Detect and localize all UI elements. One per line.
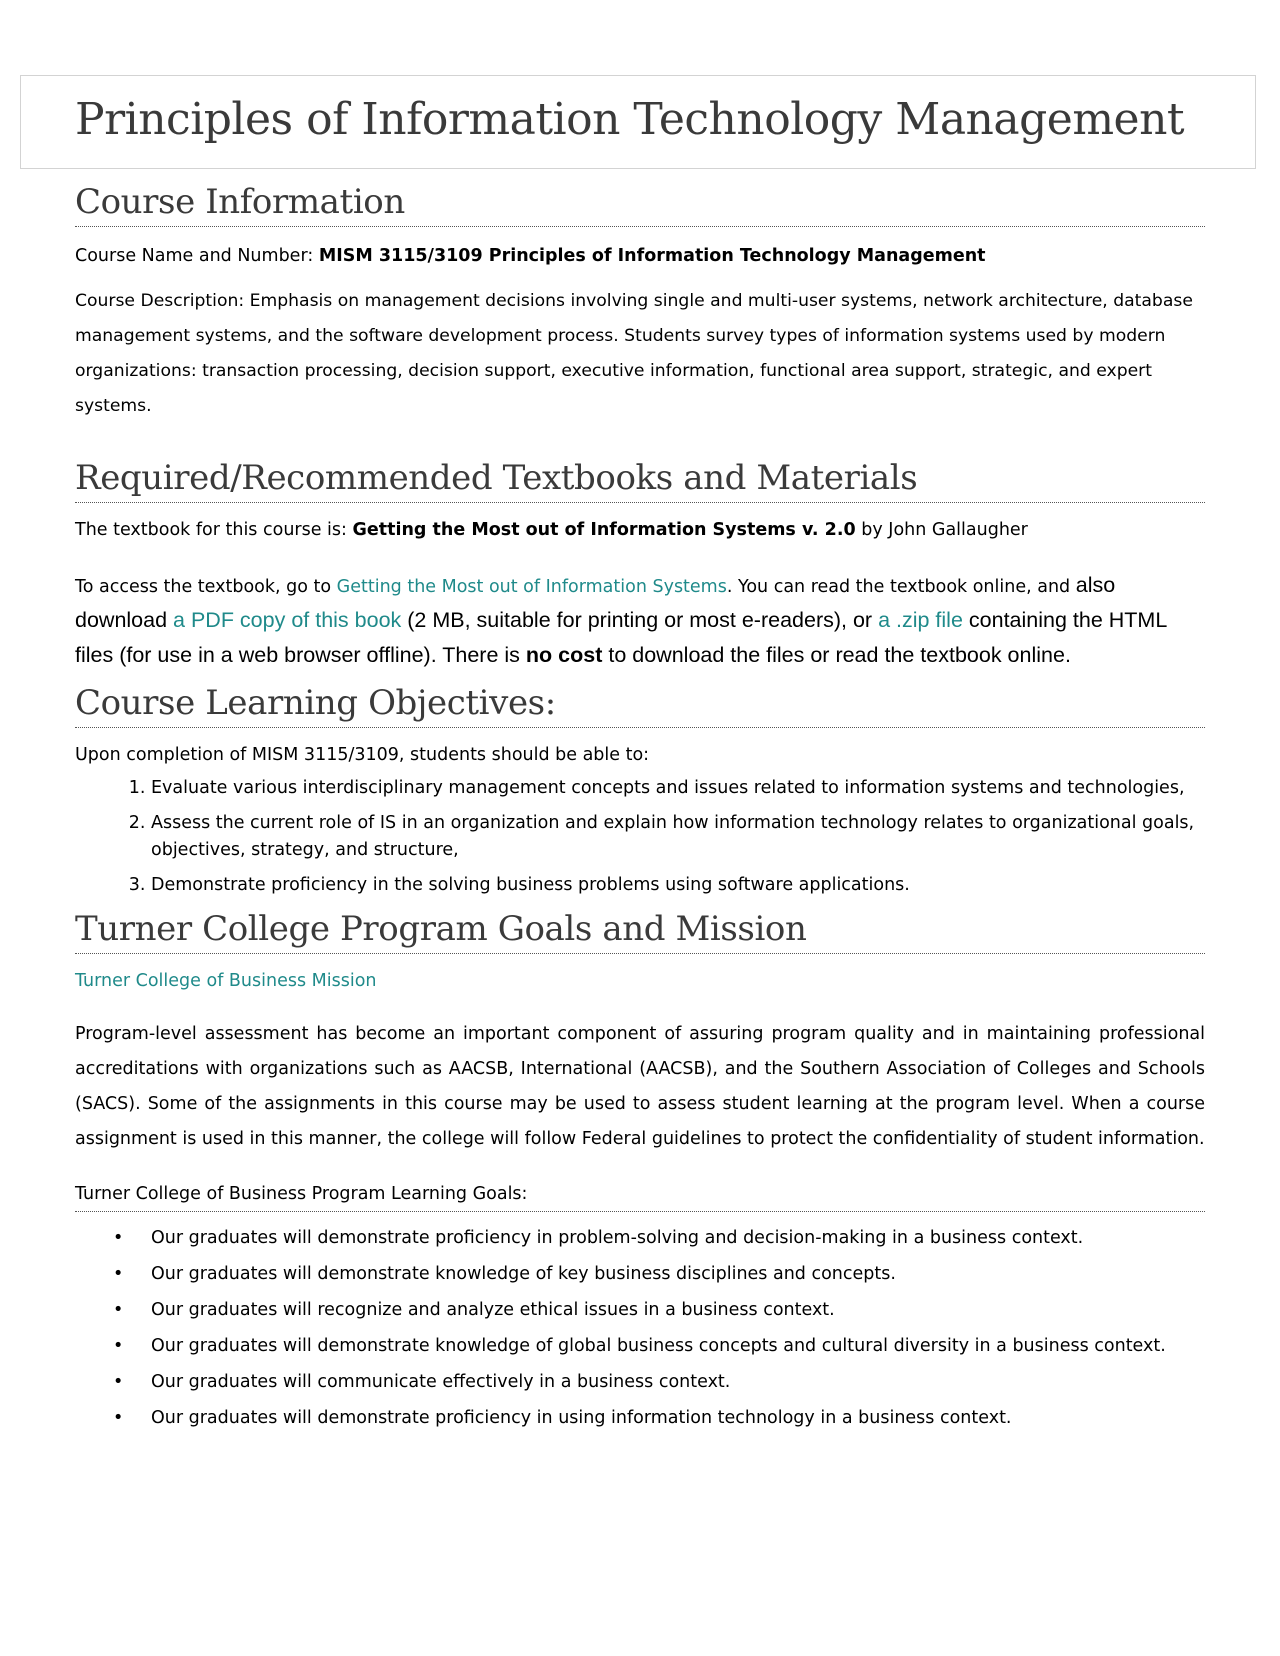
textbook-author: by John Gallaugher	[861, 520, 1028, 540]
learning-goals-heading: Turner College of Business Program Learning Goals:	[75, 1179, 1205, 1212]
access-suffix: . You can read the textbook online, and	[726, 577, 1071, 597]
objectives-list	[75, 775, 1205, 899]
document-body	[75, 182, 1205, 1436]
textbook-intro: The textbook for this course is:	[75, 520, 347, 540]
goal-text: Our graduates will communicate effectively in a business context.	[151, 1372, 731, 1392]
textbook-site-link[interactable]: Getting the Most out of Information Systems	[336, 577, 727, 597]
goal-text: Our graduates will demonstrate proficiency in using information technology in a business context.	[151, 1408, 1012, 1428]
goal-item	[113, 1292, 1205, 1328]
course-name-line	[75, 239, 1205, 274]
objective-item: 1. Evaluate various interdisciplinary management concepts and issues related to information systems and technologies,	[151, 775, 1205, 802]
objective-item: 2. Assess the current role of IS in an organization and explain how information technology relates to organizational goals, objectives, strategy, and structure,	[151, 810, 1205, 864]
textbook-line	[75, 513, 1205, 548]
download-word: download	[75, 608, 168, 632]
textbook-end-text: to download the files or read the textbook online.	[608, 643, 1071, 667]
bullet-icon: •	[113, 1372, 124, 1392]
access-also: also	[1075, 573, 1116, 597]
learning-goals-list	[75, 1220, 1205, 1436]
bullet-icon: •	[113, 1336, 124, 1356]
no-cost-text: no cost	[525, 643, 603, 667]
course-description-text: Emphasis on management decisions involving single and multi-user systems, network architecture, database management systems, and the software development process. Students survey types of information systems used by modern organizations: transaction processing, decision support, executive information, functional area support, strategic, and expert systems.	[75, 291, 1193, 416]
textbook-access-line-2	[75, 603, 1205, 673]
course-description-label: Course Description:	[75, 291, 245, 311]
access-prefix: To access the textbook, go to	[75, 577, 332, 597]
goal-text: Our graduates will demonstrate knowledge of key business disciplines and concepts.	[151, 1264, 896, 1284]
textbook-access-paragraph	[75, 568, 1205, 673]
objectives-heading: Course Learning Objectives:	[75, 683, 1205, 728]
objective-item: 3. Demonstrate proficiency in the solving business problems using software applications.	[151, 872, 1205, 899]
mission-link[interactable]: Turner College of Business Mission	[75, 971, 377, 991]
page-title: Principles of Information Technology Management	[75, 94, 1185, 145]
goal-item	[113, 1328, 1205, 1364]
page-title-box	[20, 75, 1256, 169]
bullet-icon: •	[113, 1408, 124, 1428]
zip-download-link[interactable]: a .zip file	[878, 608, 963, 632]
pdf-download-link[interactable]: a PDF copy of this book	[173, 608, 402, 632]
course-name-label: Course Name and Number:	[75, 246, 314, 266]
program-goals-heading: Turner College Program Goals and Mission	[75, 909, 1205, 954]
mission-link-line	[75, 964, 1205, 999]
goal-item	[113, 1220, 1205, 1256]
goal-text: Our graduates will demonstrate knowledge of global business concepts and cultural diversity in a business context.	[151, 1336, 1166, 1356]
bullet-icon: •	[113, 1264, 124, 1284]
course-description	[75, 284, 1205, 424]
assessment-paragraph: Program-level assessment has become an important component of assuring program quality and in maintaining professional accreditations with organizations such as AACSB, International (AACSB), and the Southern Association of Colleges and Schools (SACS). Some of the assignments in this course may be used to assess student learning at the program level. When a course assignment is used in this manner, the college will follow Federal guidelines to protect the confidentiality of student information.	[75, 1024, 1205, 1149]
textbook-access-line-1	[75, 568, 1205, 605]
zip-note: containing the HTML files (for use in a web browser offline). There is	[75, 608, 1167, 667]
course-name-value: MISM 3115/3109 Principles of Information Technology Management	[318, 246, 986, 266]
textbooks-heading: Required/Recommended Textbooks and Materials	[75, 458, 1205, 503]
course-information-heading: Course Information	[75, 182, 1205, 227]
goal-text: Our graduates will demonstrate proficiency in problem-solving and decision-making in a business context.	[151, 1228, 1084, 1248]
textbook-title: Getting the Most out of Information Systems v. 2.0	[352, 520, 856, 540]
goal-item	[113, 1256, 1205, 1292]
goal-text: Our graduates will recognize and analyze ethical issues in a business context.	[151, 1300, 835, 1320]
bullet-icon: •	[113, 1228, 124, 1248]
bullet-icon: •	[113, 1300, 124, 1320]
goal-item	[113, 1400, 1205, 1436]
goal-item	[113, 1364, 1205, 1400]
pdf-note: (2 MB, suitable for printing or most e-readers), or	[407, 608, 873, 632]
objectives-intro: Upon completion of MISM 3115/3109, students should be able to:	[75, 745, 650, 765]
